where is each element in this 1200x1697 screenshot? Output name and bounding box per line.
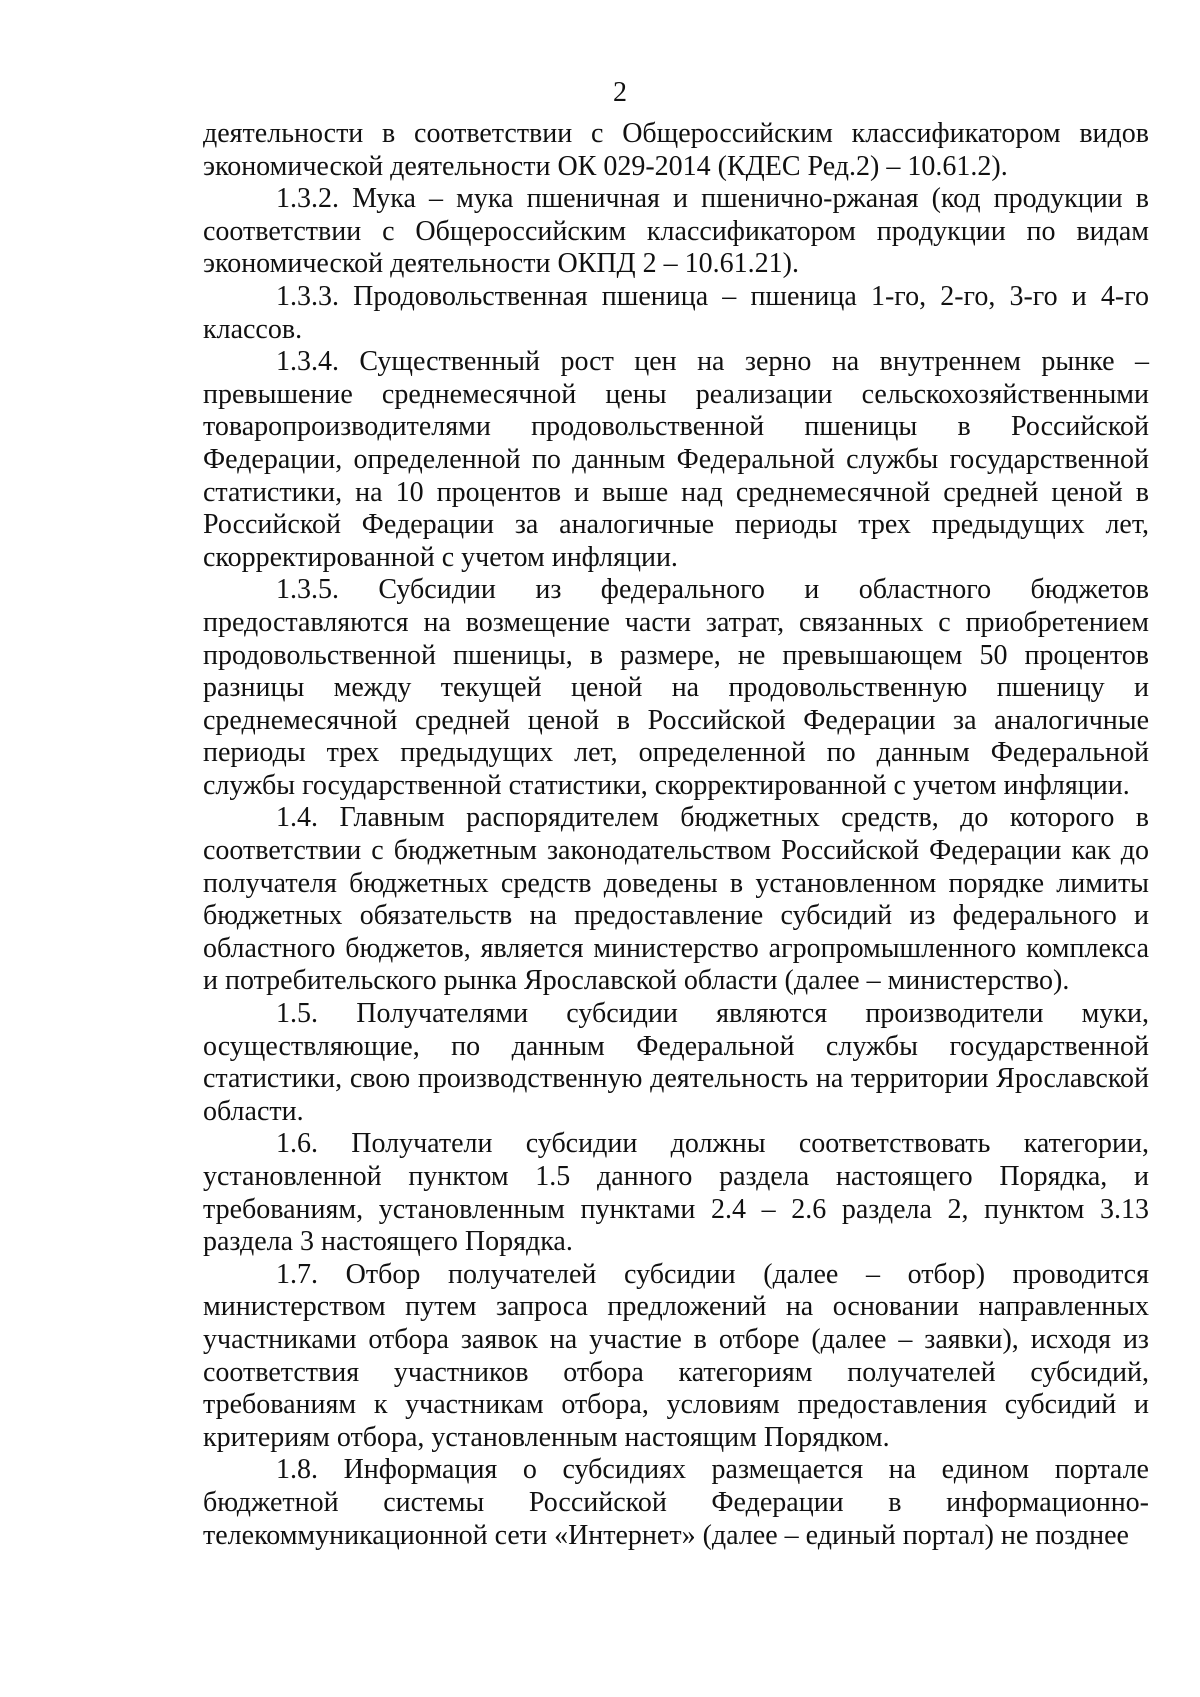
paragraph-1-3-5: 1.3.5. Субсидии из федерального и областного бюджетов предоставляются на возмещение части затрат, связанных с приобретением продовольственной пшеницы, в размере, не превышающем 50 процентов разницы между текущей ценой на продовольственную пшеницу и среднемесячной средней ценой в Российской Федерации за аналогичные периоды трех предыдущих лет, определенной по данным Федеральной службы государственной статистики, скорректированной с учетом инфляции.: [203, 574, 1149, 801]
paragraph-1-6: 1.6. Получатели субсидии должны соответствовать категории, установленной пунктом 1.5 данного раздела настоящего Порядка, и требованиям, установленным пунктами 2.4 – 2.6 раздела 2, пунктом 3.13 раздела 3 настоящего Порядка.: [203, 1128, 1149, 1258]
paragraph-1-5: 1.5. Получателями субсидии являются производители муки, осуществляющие, по данным Федеральной службы государственной статистики, свою производственную деятельность на территории Ярославской области.: [203, 998, 1149, 1127]
page-number: 2: [613, 77, 627, 108]
paragraph-1-4: 1.4. Главным распорядителем бюджетных средств, до которого в соответствии с бюджетным законодательством Российской Федерации как до получателя бюджетных средств доведены в установленном порядке лимиты бюджетных обязательств на предоставление субсидий из федерального и областного бюджетов, является министерство агропромышленного комплекса и потребительского рынка Ярославской области (далее – министерство).: [203, 802, 1149, 997]
document-body: [203, 118, 1149, 1552]
paragraph-1-3-3: 1.3.3. Продовольственная пшеница – пшеница 1-го, 2-го, 3-го и 4-го классов.: [203, 280, 1149, 345]
paragraph-1-7: 1.7. Отбор получателей субсидии (далее – отбор) проводится министерством путем запроса предложений на основании направленных участниками отбора заявок на участие в отборе (далее – заявки), исходя из соответствия участников отбора категориям получателей субсидий, требованиям к участникам отбора, условиям предоставления субсидий и критериям отбора, установленным настоящим Порядком.: [203, 1258, 1149, 1453]
paragraph-1-3-2: 1.3.2. Мука – мука пшеничная и пшенично-ржаная (код продукции в соответствии с Общероссийским классификатором продукции по видам экономической деятельности ОКПД 2 – 10.61.21).: [203, 183, 1149, 280]
paragraph-1-3-4: 1.3.4. Существенный рост цен на зерно на внутреннем рынке – превышение среднемесячной цены реализации сельскохозяйственными товаропроизводителями продовольственной пшеницы в Российской Федерации, определенной по данным Федеральной службы государственной статистики, на 10 процентов и выше над среднемесячной средней ценой в Российской Федерации за аналогичные периоды трех предыдущих лет, скорректированной с учетом инфляции.: [203, 346, 1149, 573]
paragraph-continuation: деятельности в соответствии с Общероссийским классификатором видов экономической деятельности ОК 029-2014 (КДЕС Ред.2) – 10.61.2).: [203, 118, 1149, 182]
paragraph-1-8: 1.8. Информация о субсидиях размещается на едином портале бюджетной системы Российской Федерации в информационно-телекоммуникационной сети «Интернет» (далее – единый портал) не позднее: [203, 1454, 1149, 1551]
